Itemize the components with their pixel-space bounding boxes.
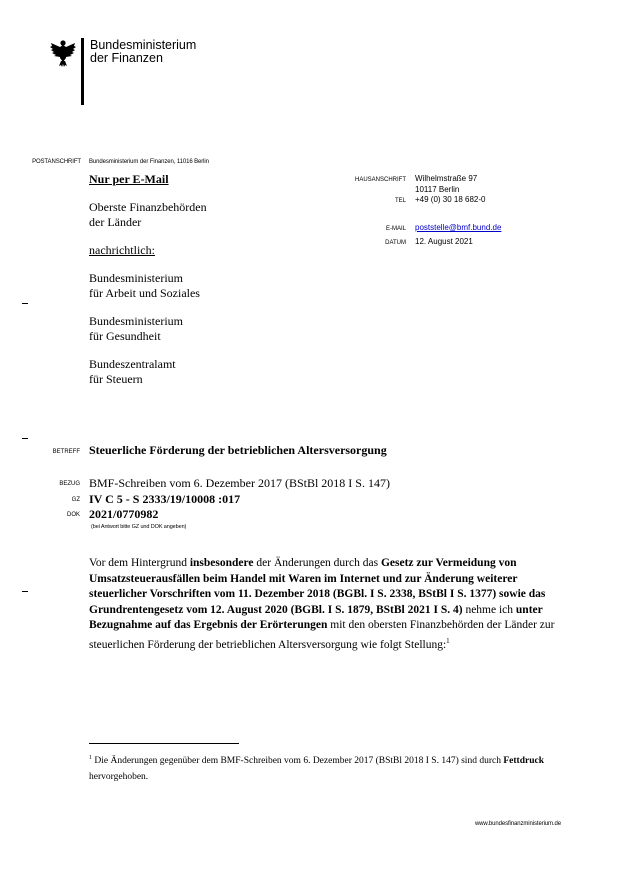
body-text-g: mit den obersten Finanzbehörden der Länder zur steuerlichen Förderung der betrieblichen Altersversorgung wie folgt Stellung:	[89, 619, 555, 651]
cc2-line-2: für Gesundheit	[89, 329, 161, 343]
gz-text: IV C 5 - S 2333/19/10008 :017	[89, 492, 241, 506]
gz-label: GZ	[71, 497, 80, 503]
sender-tel: +49 (0) 30 18 682-0	[415, 195, 486, 204]
dok-label: DOK	[66, 512, 80, 518]
footnote-separator	[89, 743, 239, 744]
betreff-label: BETREFF	[52, 449, 80, 455]
federal-eagle-icon	[50, 38, 76, 68]
body-bold-f: unter Bezugnahme auf das Ergebnis der Erörterungen	[89, 603, 543, 631]
dok-text: 2021/0770982	[89, 507, 159, 521]
logo-line-2: der Finanzen	[90, 51, 163, 65]
cc-label: nachrichtlich:	[89, 243, 155, 257]
sender-email-link[interactable]: poststelle@bmf.bund.de	[415, 223, 502, 232]
cc1-line-2: für Arbeit und Soziales	[89, 286, 200, 300]
email-label: E-MAIL	[385, 226, 406, 232]
bezug-text: BMF-Schreiben vom 6. Dezember 2017 (BStBl 2018 I S. 147)	[89, 476, 390, 490]
footer-url: www.bundesfinanzministerium.de	[474, 821, 561, 827]
body-text-e: nehme ich	[462, 603, 516, 616]
cc1-line-1: Bundesministerium	[89, 271, 183, 285]
footnote-text-a: Die Änderungen gegenüber dem BMF-Schreiben vom 6. Dezember 2017 (BStBl 2018 I S. 147) sind durch	[92, 756, 504, 767]
cc2-line-1: Bundesministerium	[89, 314, 183, 328]
bezug-label: BEZUG	[59, 481, 80, 487]
cc3-line-2: für Steuern	[89, 372, 143, 386]
recipients-block	[89, 172, 349, 387]
send-mode: Nur per E-Mail	[89, 172, 169, 186]
footnote	[89, 750, 564, 785]
footnote-text-c: hervorgehoben.	[89, 772, 149, 783]
body-bold-d: Gesetz zur Vermeidung von Umsatzsteuerausfällen beim Handel mit Waren im Internet und zur Änderung weiterer steuerlicher Vorschriften vom 11. Dezember 2018 (BGBl. I S. 2338, BStBl I S. 1377) sowie das Grundrentengesetz vom 12. August 2020 (BGBl. I S. 1879, BStBl 2021 I S. 4)	[89, 557, 546, 616]
logo-line-1: Bundesministerium	[90, 38, 197, 52]
postanschrift-value: Bundesministerium der Finanzen, 11016 Berlin	[89, 159, 209, 165]
betreff-text: Steuerliche Förderung der betrieblichen Altersversorgung	[89, 443, 387, 457]
sender-city: 10117 Berlin	[415, 185, 460, 194]
datum-label: DATUM	[385, 240, 406, 246]
sender-datum: 12. August 2021	[415, 237, 473, 246]
logo-divider	[81, 38, 84, 105]
postanschrift-label: POSTANSCHRIFT	[32, 159, 81, 165]
recipient-main-line-2: der Länder	[89, 215, 142, 229]
logo	[50, 38, 197, 108]
recipient-main-line-1: Oberste Finanzbehörden	[89, 200, 207, 214]
cc3-line-1: Bundeszentralamt	[89, 357, 176, 371]
fold-mark-2	[22, 438, 28, 439]
body-bold-b: insbesondere	[189, 557, 254, 569]
hausanschrift-label: HAUSANSCHRIFT	[354, 177, 406, 183]
body-paragraph	[89, 556, 564, 653]
footnote-bold: Fettdruck	[503, 756, 544, 767]
tel-label: TEL	[394, 198, 406, 204]
reply-note: (bei Antwort bitte GZ und DOK angeben)	[91, 524, 187, 530]
sender-street: Wilhelmstraße 97	[415, 174, 478, 183]
body-text-c: der Änderungen durch das	[253, 557, 381, 569]
footnote-marker: 1	[446, 636, 450, 645]
footnote-number: 1	[89, 755, 92, 761]
body-text-a: Vor dem Hintergrund	[89, 557, 190, 569]
fold-mark-3	[22, 591, 28, 592]
fold-mark-1	[22, 303, 28, 304]
